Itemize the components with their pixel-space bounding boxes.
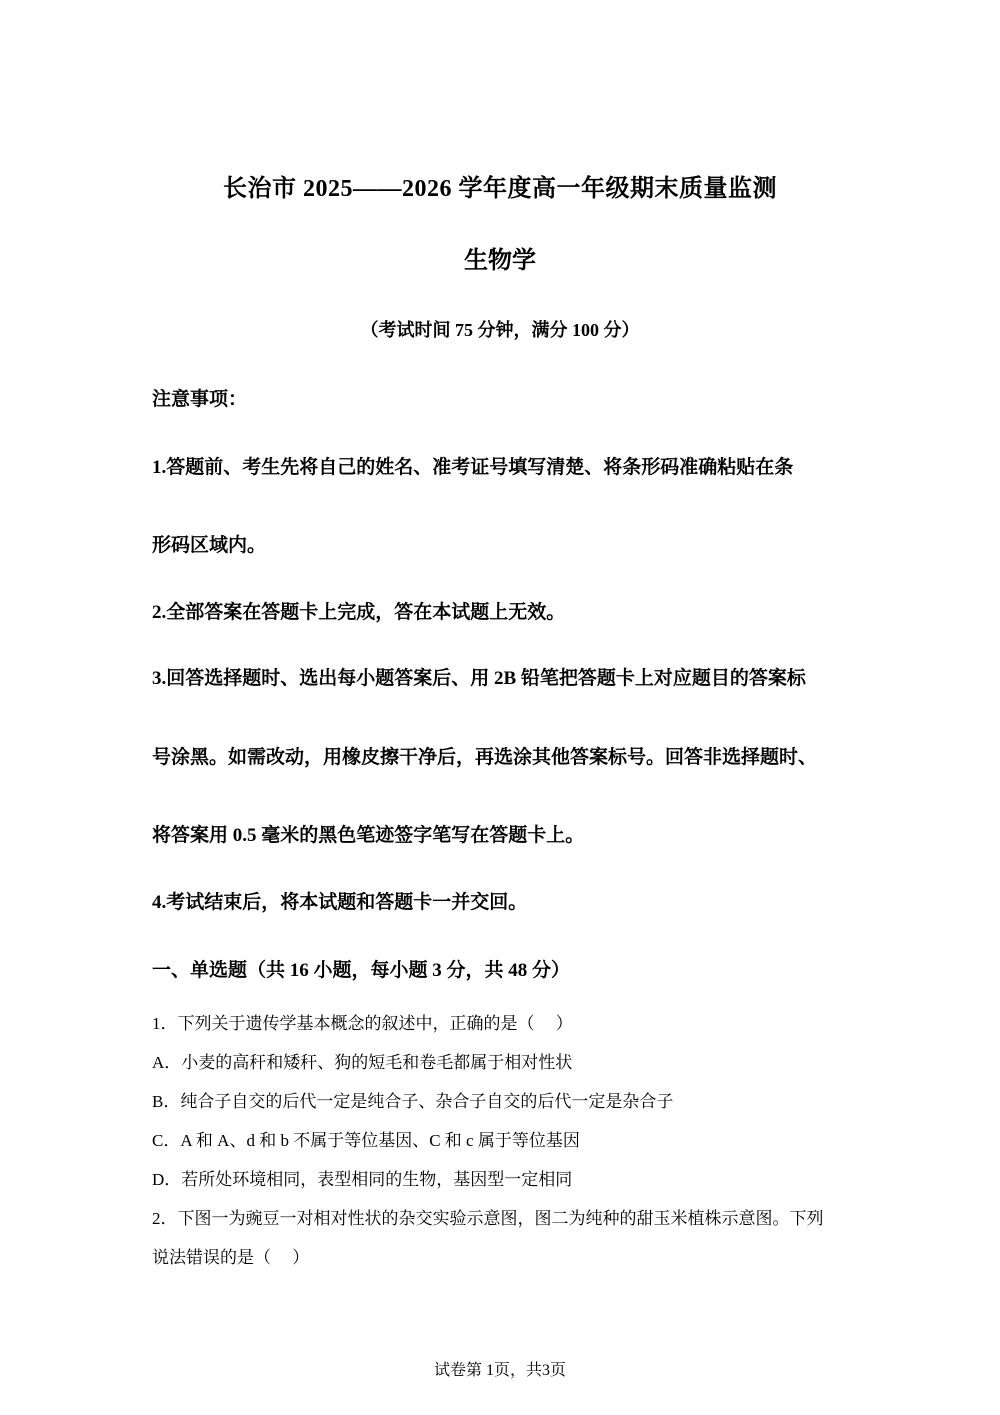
question-option: B．纯合子自交的后代一定是纯合子、杂合子自交的后代一定是杂合子	[152, 1092, 674, 1111]
notice-line: 2.全部答案在答题卡上完成，答在本试题上无效。	[152, 602, 566, 623]
question-option: A．小麦的高秆和矮秆、狗的短毛和卷毛都属于相对性状	[152, 1053, 573, 1072]
page-title: 长治市 2025——2026 学年度高一年级期末质量监测	[223, 176, 777, 202]
exam-info: （考试时间 75 分钟，满分 100 分）	[360, 320, 640, 340]
question-stem: 2．下图一为豌豆一对相对性状的杂交实验示意图，图二为纯种的甜玉米植株示意图。下列	[152, 1209, 824, 1228]
notice-heading: 注意事项：	[152, 389, 248, 410]
notice-line: 形码区域内。	[152, 535, 267, 556]
question-stem: 1．下列关于遗传学基本概念的叙述中，正确的是（ ）	[152, 1014, 573, 1033]
question-option: C．A 和 A、d 和 b 不属于等位基因、C 和 c 属于等位基因	[152, 1131, 580, 1150]
question-option: D．若所处环境相同，表型相同的生物，基因型一定相同	[152, 1170, 573, 1189]
notice-line: 4.考试结束后，将本试题和答题卡一并交回。	[152, 892, 528, 913]
notice-line: 将答案用 0.5 毫米的黑色笔迹签字笔写在答题卡上。	[152, 825, 585, 846]
notice-line: 1.答题前、考生先将自己的姓名、准考证号填写清楚、将条形码准确粘贴在条	[152, 457, 794, 478]
subject-title: 生物学	[464, 248, 536, 274]
notice-line: 3.回答选择题时、选出每小题答案后、用 2B 铅笔把答题卡上对应题目的答案标	[152, 668, 806, 689]
page-footer: 试卷第 1页，共3页	[433, 1362, 566, 1379]
question-stem-continued: 说法错误的是（ ）	[152, 1248, 310, 1267]
notice-line: 号涂黑。如需改动，用橡皮擦干净后，再选涂其他答案标号。回答非选择题时、	[152, 747, 818, 768]
section-heading: 一、单选题（共 16 小题，每小题 3 分，共 48 分）	[152, 960, 571, 981]
